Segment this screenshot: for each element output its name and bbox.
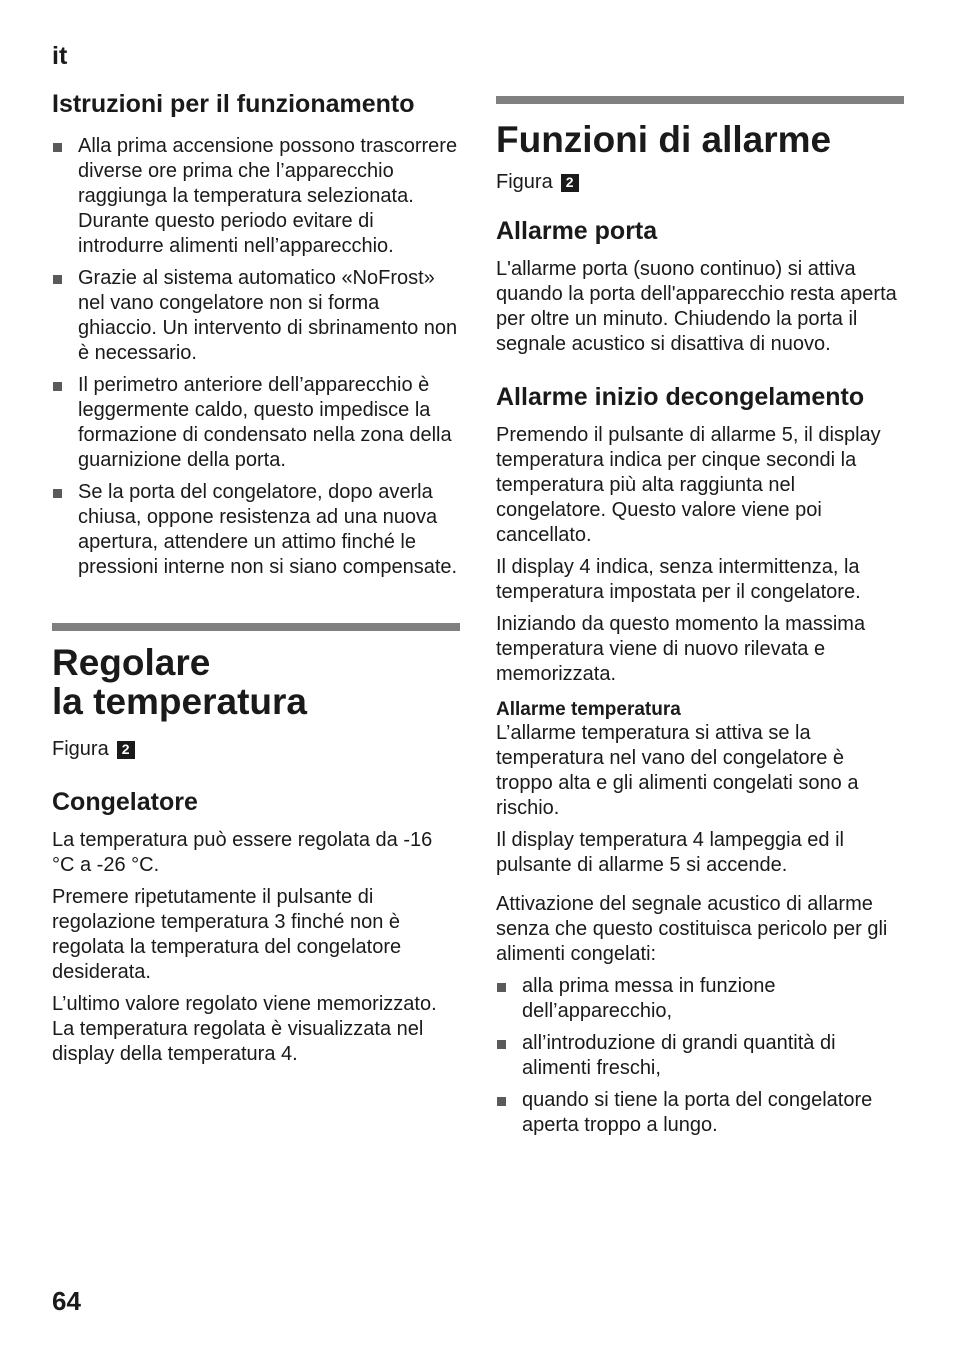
paragraph: La temperatura può essere regolata da -16 °C a -26 °C. (52, 829, 433, 876)
square-bullet-icon (53, 275, 62, 284)
paragraph: Premendo il pulsante di allarme 5, il display temperatura indica per cinque secondi la temperatura più alta raggiunta nel congelatore. Questo valore viene poi cancellato. (496, 424, 881, 546)
section-title-regolare (52, 643, 460, 721)
paragraph: Iniziando da questo momento la massima temperatura viene di nuovo rilevata e memorizzata. (496, 613, 866, 685)
figure-reference (496, 170, 579, 195)
language-code: it (52, 42, 68, 70)
paragraph: Il display temperatura 4 lampeggia ed il pulsante di allarme 5 si accende. (496, 829, 844, 876)
list-item-text: quando si tiene la porta del congelatore aperta troppo a lungo. (522, 1089, 873, 1136)
section-title-allarme-porta: Allarme porta (496, 217, 658, 245)
square-bullet-icon (497, 1040, 506, 1049)
list-item (496, 974, 904, 1024)
subsection-title-allarme-temperatura: Allarme temperatura (496, 699, 681, 720)
list-item-text: all’introduzione di grandi quantità di alimenti freschi, (522, 1032, 836, 1079)
square-bullet-icon (497, 983, 506, 992)
list-item (496, 1031, 904, 1081)
paragraph: L'allarme porta (suono continuo) si attiva quando la porta dell'apparecchio resta aperta per oltre un minuto. Chiudendo la porta il segnale acustico si disattiva di nuovo. (496, 258, 897, 355)
right-column (496, 96, 904, 1138)
square-bullet-icon (497, 1097, 506, 1106)
list-item (496, 1088, 904, 1138)
figure-label: Figura (52, 738, 109, 760)
figure-number-badge: 2 (117, 741, 135, 759)
istruzioni-list (52, 134, 460, 580)
list-item-text: Alla prima accensione possono trascorrere diverse ore prima che l’apparecchio raggiunga la temperatura selezionata. Durante questo periodo evitare di introdurre alimenti nell’apparecchio. (78, 135, 458, 257)
allarme-conditions-list (496, 974, 904, 1138)
list-item-text: Il perimetro anteriore dell’apparecchio è leggermente caldo, questo impedisce la formazione di condensato nella zona della guarnizione della porta. (78, 374, 452, 471)
paragraph: L’allarme temperatura si attiva se la temperatura nel vano del congelatore è troppo alta e gli alimenti congelati sono a rischio. (496, 722, 859, 819)
section-divider (52, 623, 460, 631)
figure-number-badge: 2 (561, 174, 579, 192)
section-title-allarme-inizio: Allarme inizio decongelamento (496, 383, 865, 411)
paragraph: Attivazione del segnale acustico di allarme senza che questo costituisca pericolo per gli alimenti congelati: (496, 893, 888, 965)
section-divider (496, 96, 904, 104)
list-item-text: Grazie al sistema automatico «NoFrost» nel vano congelatore non si forma ghiaccio. Un intervento di sbrinamento non è necessario. (78, 267, 458, 364)
list-item-text: Se la porta del congelatore, dopo averla chiusa, oppone resistenza ad una nuova apertura, attendere un attimo finché le pressioni interne non si siano compensate. (78, 481, 458, 578)
figure-reference (52, 737, 135, 762)
title-line: Regolare (52, 642, 211, 683)
square-bullet-icon (53, 382, 62, 391)
figure-label: Figura (496, 171, 553, 193)
list-item (52, 373, 460, 473)
section-title-istruzioni: Istruzioni per il funzionamento (52, 90, 415, 118)
title-line: la temperatura (52, 681, 307, 722)
square-bullet-icon (53, 143, 62, 152)
paragraph: L’ultimo valore regolato viene memorizzato. La temperatura regolata è visualizzata nel display della temperatura 4. (52, 993, 437, 1065)
left-column (52, 88, 460, 1067)
page-number: 64 (52, 1286, 81, 1316)
square-bullet-icon (53, 489, 62, 498)
section-title-funzioni: Funzioni di allarme (496, 119, 832, 160)
paragraph: Il display 4 indica, senza intermittenza, la temperatura impostata per il congelatore. (496, 556, 861, 603)
list-item-text: alla prima messa in funzione dell’apparecchio, (522, 975, 776, 1022)
paragraph: Premere ripetutamente il pulsante di regolazione temperatura 3 finché non è regolata la temperatura del congelatore desiderata. (52, 886, 402, 983)
section-title-congelatore: Congelatore (52, 788, 198, 816)
list-item (52, 134, 460, 259)
list-item (52, 480, 460, 580)
list-item (52, 266, 460, 366)
